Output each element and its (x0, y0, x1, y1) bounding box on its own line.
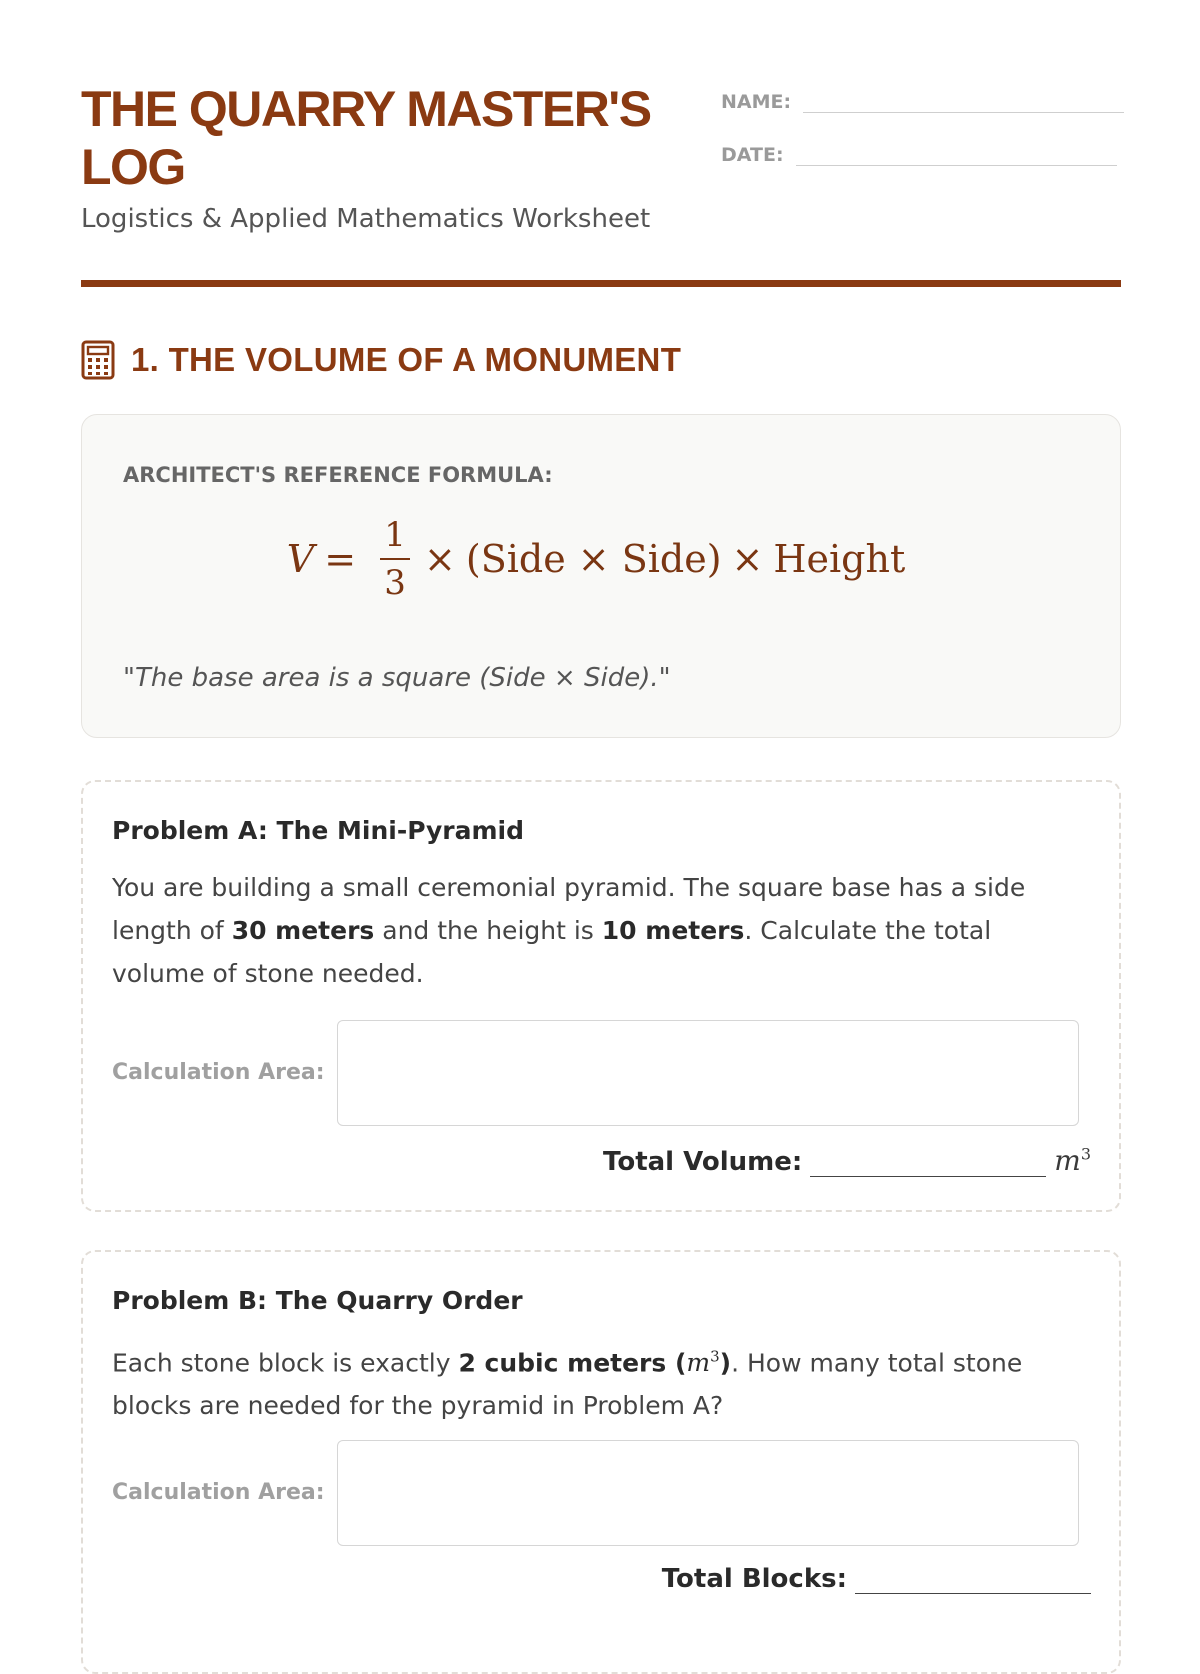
problem-a-height: 10 meters (601, 916, 745, 945)
problem-a-answer-label: Total Volume: (603, 1147, 803, 1177)
header-divider (81, 280, 1121, 287)
problem-a-side-length: 30 meters (231, 916, 375, 945)
formula-base: (Side × Side) (465, 537, 722, 581)
calculator-icon (81, 340, 115, 380)
section-1-title: 1. THE VOLUME OF A MONUMENT (131, 341, 682, 378)
date-input-line[interactable] (796, 141, 1117, 166)
name-input-line[interactable] (803, 88, 1124, 113)
date-field (721, 141, 1117, 166)
problem-a-answer (603, 1144, 1091, 1177)
worksheet-header (81, 0, 1121, 290)
fraction-denominator: 3 (384, 563, 406, 603)
formula-note: "The base area is a square (Side × Side)." (123, 663, 671, 693)
problem-b-calc-area[interactable] (337, 1440, 1079, 1546)
fraction-numerator: 1 (384, 515, 406, 555)
problem-b-text-2: . How many total stone blocks are needed for the pyramid in Problem A? (112, 1348, 1023, 1421)
problem-b-answer-label: Total Blocks: (661, 1564, 847, 1594)
date-label: DATE: (721, 144, 784, 166)
formula-times-2: × (731, 537, 764, 581)
formula-height: Height (773, 537, 906, 581)
problem-b-text-1: Each stone block is exactly (112, 1348, 459, 1378)
problem-b-calc-label: Calculation Area: (112, 1480, 325, 1505)
problem-a-title: Problem A: The Mini-Pyramid (112, 816, 525, 845)
formula-times-1: × (424, 537, 456, 581)
worksheet-page (81, 0, 1121, 1594)
problem-a-answer-line[interactable] (810, 1150, 1046, 1177)
problem-a-text-3: . Calculate the total volume of stone needed. (112, 916, 992, 988)
problem-a-unit (1054, 1144, 1091, 1177)
page-title: THE QUARRY MASTER'S LOG (81, 81, 651, 195)
formula-equals: = (324, 537, 357, 581)
unit-exponent: 3 (1080, 1144, 1091, 1164)
name-field (721, 88, 1124, 113)
problem-a-text-1: You are building a small ceremonial pyramid. The square base has a side length of (112, 873, 1026, 945)
problem-b-bold-2: ) (719, 1348, 732, 1378)
problem-b-text (112, 1336, 1087, 1427)
unit-exponent: 3 (710, 1348, 720, 1366)
problem-a-card (81, 780, 1121, 1212)
problem-b-answer-line[interactable] (855, 1567, 1091, 1594)
section-1-heading (81, 340, 681, 380)
formula-label: ARCHITECT'S REFERENCE FORMULA: (123, 463, 553, 487)
problem-b-block-size (458, 1348, 731, 1377)
page-subtitle: Logistics & Applied Mathematics Worksheet (81, 204, 651, 234)
problem-a-calc-label: Calculation Area: (112, 1060, 325, 1085)
problem-a-text-2: and the height is (374, 916, 602, 945)
unit-base: m (686, 1348, 711, 1378)
name-label: NAME: (721, 91, 792, 113)
unit-base: m (1054, 1144, 1081, 1177)
reference-formula-box (81, 414, 1121, 738)
problem-b-answer (662, 1564, 1091, 1594)
volume-formula (82, 515, 1120, 603)
problem-a-calc-area[interactable] (337, 1020, 1079, 1126)
problem-b-title: Problem B: The Quarry Order (112, 1286, 523, 1315)
problem-a-text (112, 866, 1087, 995)
fraction-bar (380, 558, 410, 560)
formula-fraction (380, 515, 410, 603)
problem-b-bold-1: 2 cubic meters ( (458, 1348, 687, 1378)
problem-b-card (81, 1250, 1121, 1674)
problem-b-unit (686, 1348, 719, 1377)
formula-lhs: V (286, 537, 315, 581)
